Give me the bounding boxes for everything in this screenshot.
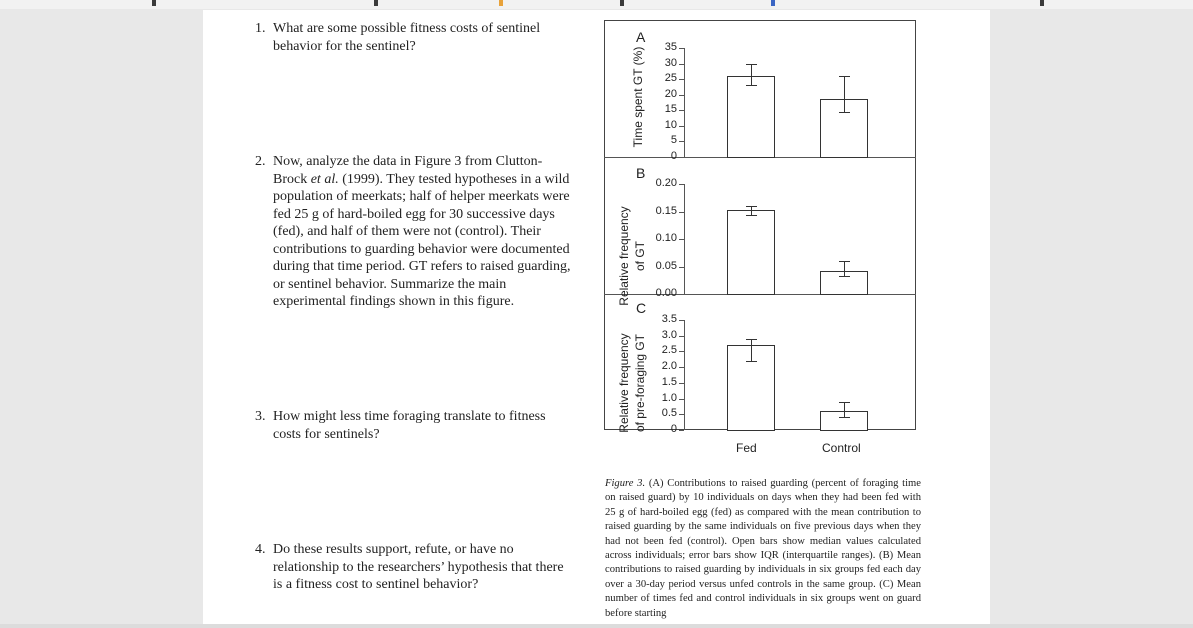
y-tick-label: 30 [664, 56, 677, 69]
error-bar [844, 402, 845, 418]
panel-c-letter: C [636, 300, 647, 316]
y-tick-mark [679, 294, 684, 295]
y-tick-label: 20 [664, 87, 677, 100]
error-bar-cap [839, 276, 850, 277]
question-text: How might less time foraging translate to fitness costs for sentinels? [273, 409, 546, 442]
question-text-part: (1999). They tested hypotheses in a wild population of meerkats; half of helper meerkats were fed 25 g of hard-boiled egg for 30 successive days (fed), and half of them were not (control). Their contributions to guarding behavior were documented during that time period. GT refers to raised guarding, or sentinel behavior. Summarize the main experimental findings shown in this figure. [273, 171, 571, 309]
x-category-fed: Fed [736, 441, 757, 455]
x-category-control: Control [822, 441, 861, 455]
toolbar-mark [771, 0, 775, 6]
y-tick-label: 10 [664, 118, 677, 131]
error-bar [844, 76, 845, 112]
toolbar-mark [620, 0, 624, 6]
y-tick-label: 5 [670, 134, 677, 147]
question-text-italic: et al. [310, 171, 339, 187]
y-tick-label: 2.5 [661, 344, 677, 357]
error-bar-cap [839, 112, 850, 113]
question-text-part: Now, analyze the data in Figure 3 from Clutton-Brock [273, 154, 543, 187]
error-bar-cap [839, 402, 850, 403]
panel-b-letter: B [636, 165, 646, 181]
viewer-bottom-bar [0, 624, 1193, 628]
question-number: 3. [255, 409, 266, 424]
viewer-top-bar [0, 0, 1193, 9]
question-4 [255, 541, 575, 594]
toolbar-mark [374, 0, 378, 6]
panel-a-letter: A [636, 29, 646, 45]
panel-b-ylabel-line2: of GT [633, 241, 647, 272]
error-bar-cap [839, 76, 850, 77]
y-tick-label: 35 [664, 41, 677, 53]
panel-c-ylabel-line2: of pre-foraging GT [633, 333, 647, 433]
toolbar-mark [499, 0, 503, 6]
y-tick-label: 25 [664, 72, 677, 85]
error-bar-cap [746, 339, 757, 340]
y-axis-line [684, 184, 685, 294]
y-tick-label: 3.5 [661, 313, 677, 325]
toolbar-mark [152, 0, 156, 6]
y-tick-label: 0 [670, 150, 677, 162]
question-2 [255, 153, 575, 311]
y-tick-label: 1.0 [661, 391, 677, 404]
error-bar-cap [746, 361, 757, 362]
caption-label: Figure 3. [605, 478, 646, 489]
question-text [255, 153, 575, 311]
error-bar-cap [746, 85, 757, 86]
question-text: What are some possible fitness costs of sentinel behavior for the sentinel? [273, 21, 541, 54]
y-tick-label: 15 [664, 103, 677, 116]
toolbar-mark [1040, 0, 1044, 6]
y-tick-label: 0.05 [655, 259, 677, 272]
y-tick-label: 0.10 [655, 232, 677, 244]
error-bar [844, 261, 845, 276]
error-bar-cap [746, 64, 757, 65]
y-tick-label: 0.20 [655, 177, 677, 189]
document-page [203, 10, 990, 624]
error-bar-cap [839, 417, 850, 418]
y-tick-label: 0.00 [655, 287, 677, 299]
y-tick-mark [679, 430, 684, 431]
y-tick-label: 0 [670, 423, 677, 435]
y-tick-label: 1.5 [661, 375, 677, 388]
y-tick-label: 2.0 [661, 360, 677, 373]
bar-fed [727, 210, 775, 295]
y-tick-label: 0.15 [655, 204, 677, 217]
y-tick-label: 0.5 [661, 407, 677, 420]
question-number: 4. [255, 542, 266, 557]
error-bar-cap [746, 206, 757, 207]
question-text: Do these results support, refute, or have no relationship to the researchers’ hypothesis that there is a fitness cost to sentinel behavior? [273, 542, 564, 592]
y-tick-label: 3.0 [661, 328, 677, 341]
error-bar-cap [839, 261, 850, 262]
y-axis-line [684, 320, 685, 430]
bar-fed [727, 76, 775, 158]
question-3 [255, 408, 575, 443]
error-bar [751, 206, 752, 215]
y-axis-line [684, 48, 685, 157]
panel-c-ylabel-line1: Relative frequency [617, 333, 631, 433]
figure-caption [605, 477, 921, 621]
caption-text: (A) Contributions to raised guarding (percent of foraging time on raised guard) by 10 individuals on days when they had been fed with 25 g of hard-boiled egg (fed) as compared with the mean contribution to raised guarding by the same individuals on five previous days when they had not been fed (control). Open bars show median values calculated across individuals; error bars show IQR (interquartile ranges). (B) Mean contributions to raised guarding by individuals in six groups fed each day over a 30-day period versus unfed controls in the same group. (C) Mean number of times fed and control individuals in six groups went on guard before starting [605, 478, 921, 619]
panel-a-ylabel: Time spent GT (%) [631, 46, 645, 148]
panel-b-ylabel-line1: Relative frequency [617, 206, 631, 306]
error-bar [751, 64, 752, 86]
y-tick-mark [679, 157, 684, 158]
question-number: 2. [255, 154, 266, 169]
question-number: 1. [255, 21, 266, 36]
error-bar-cap [746, 215, 757, 216]
question-1 [255, 20, 575, 55]
error-bar [751, 339, 752, 361]
